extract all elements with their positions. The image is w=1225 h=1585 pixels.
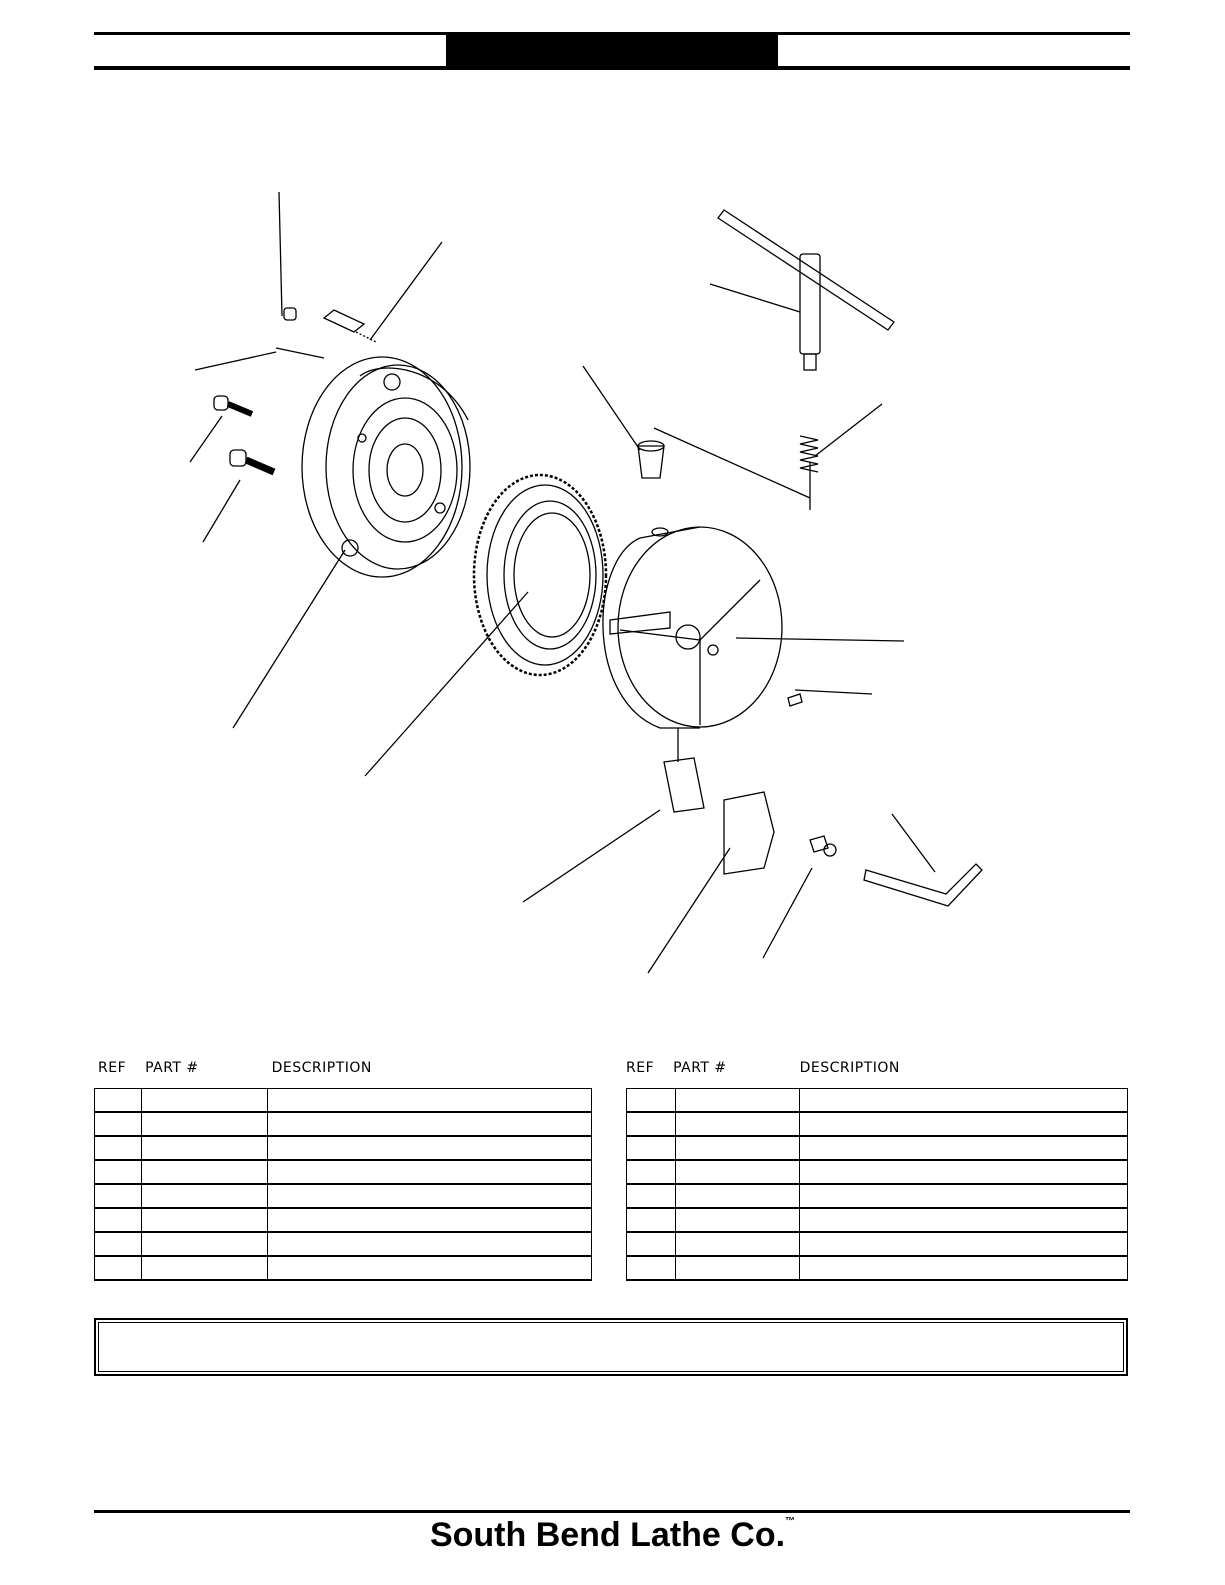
brand-name: South Bend Lathe Co	[429, 1516, 776, 1554]
table-cell	[95, 1256, 142, 1280]
brand-period: .	[775, 1516, 786, 1554]
table-cell	[675, 1112, 799, 1136]
table-cell	[95, 1208, 142, 1232]
table-cell	[627, 1112, 676, 1136]
table-cell	[675, 1232, 799, 1256]
back-plate	[302, 357, 470, 577]
table-cell	[627, 1136, 676, 1160]
note-box	[94, 1318, 1128, 1376]
table-cell	[95, 1184, 142, 1208]
chuck-exploded-diagram	[0, 180, 1225, 1000]
table-cell	[675, 1184, 799, 1208]
table-cell	[267, 1256, 591, 1280]
table-cell	[267, 1112, 591, 1136]
table-cell	[627, 1089, 676, 1113]
table-cell	[95, 1089, 142, 1113]
part-header: PART #	[673, 1060, 727, 1076]
table-cell	[675, 1089, 799, 1113]
table-row	[627, 1089, 1128, 1113]
trademark-symbol: ™	[785, 1516, 796, 1527]
scroll-gear	[474, 475, 606, 675]
description-header: DESCRIPTION	[799, 1060, 900, 1076]
table-cell	[675, 1136, 799, 1160]
table-cell	[95, 1112, 142, 1136]
jaw-screw-and-hex-key	[788, 694, 982, 906]
table-cell	[799, 1232, 1127, 1256]
table-cell	[627, 1208, 676, 1232]
table-cell	[141, 1089, 267, 1113]
table-cell	[627, 1232, 676, 1256]
table-cell	[141, 1136, 267, 1160]
chuck-jaws	[664, 728, 774, 874]
right-table-header	[626, 1060, 900, 1076]
table-cell	[627, 1160, 676, 1184]
table-cell	[799, 1184, 1127, 1208]
table-row	[95, 1208, 592, 1232]
mounting-bolts	[214, 308, 376, 472]
table-cell	[141, 1256, 267, 1280]
header-title-block	[446, 32, 778, 70]
table-cell	[141, 1160, 267, 1184]
table-cell	[799, 1136, 1127, 1160]
table-row	[627, 1136, 1128, 1160]
table-cell	[675, 1256, 799, 1280]
table-cell	[799, 1256, 1127, 1280]
part-header: PART #	[145, 1060, 199, 1076]
table-cell	[141, 1184, 267, 1208]
table-cell	[799, 1208, 1127, 1232]
table-row	[95, 1184, 592, 1208]
table-cell	[141, 1208, 267, 1232]
table-row	[627, 1208, 1128, 1232]
parts-table-left	[94, 1088, 592, 1281]
spring	[800, 436, 818, 472]
table-cell	[267, 1232, 591, 1256]
table-cell	[799, 1112, 1127, 1136]
parts-table-right	[626, 1088, 1128, 1281]
footer-brand	[0, 1516, 1225, 1555]
chuck-key	[718, 210, 894, 370]
table-cell	[141, 1112, 267, 1136]
ref-header: REF	[98, 1060, 127, 1076]
table-row	[627, 1256, 1128, 1280]
table-row	[95, 1256, 592, 1280]
table-row	[95, 1136, 592, 1160]
table-cell	[267, 1160, 591, 1184]
table-cell	[267, 1208, 591, 1232]
table-cell	[675, 1208, 799, 1232]
table-cell	[267, 1184, 591, 1208]
table-row	[95, 1232, 592, 1256]
table-row	[627, 1232, 1128, 1256]
table-row	[95, 1089, 592, 1113]
table-row	[627, 1160, 1128, 1184]
description-header: DESCRIPTION	[271, 1060, 372, 1076]
table-cell	[267, 1136, 591, 1160]
table-cell	[95, 1232, 142, 1256]
table-cell	[627, 1256, 676, 1280]
leader-lines	[190, 192, 935, 973]
pinion-gear	[638, 441, 664, 478]
table-cell	[267, 1089, 591, 1113]
ref-header: REF	[626, 1060, 655, 1076]
table-cell	[95, 1160, 142, 1184]
table-cell	[799, 1160, 1127, 1184]
table-row	[95, 1160, 592, 1184]
table-row	[95, 1112, 592, 1136]
table-cell	[95, 1136, 142, 1160]
table-cell	[799, 1089, 1127, 1113]
table-cell	[141, 1232, 267, 1256]
table-cell	[675, 1160, 799, 1184]
left-table-header	[98, 1060, 372, 1076]
table-row	[627, 1184, 1128, 1208]
table-cell	[627, 1184, 676, 1208]
table-row	[627, 1112, 1128, 1136]
footer-rule	[94, 1510, 1130, 1513]
chuck-body	[603, 527, 782, 728]
